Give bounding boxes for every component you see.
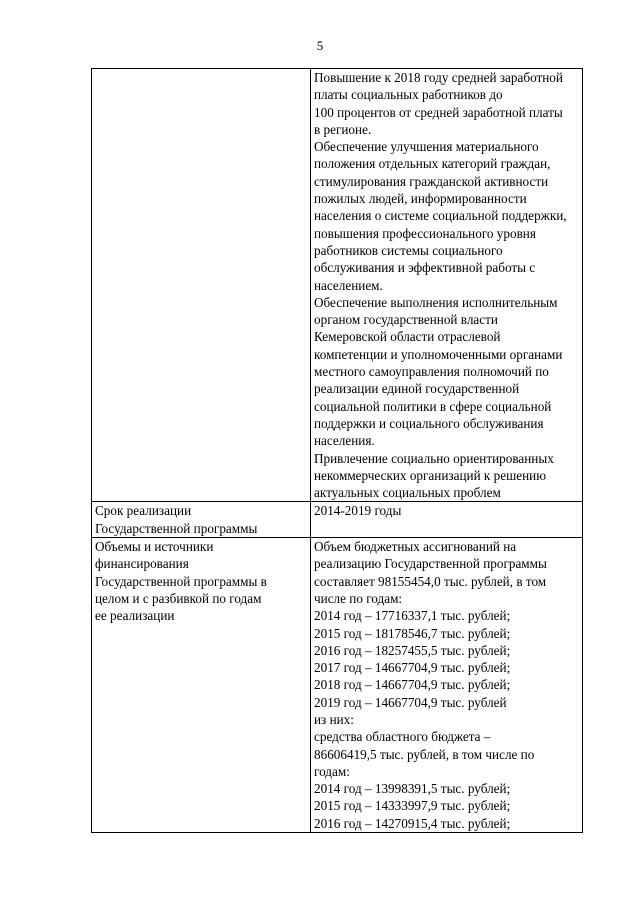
label-line: ее реализации bbox=[95, 608, 175, 624]
value-line: из них: bbox=[314, 711, 354, 727]
table-row bbox=[92, 538, 583, 833]
value-line: некоммерческих организаций к решению bbox=[314, 467, 547, 483]
value-line: 2018 год – 14667704,9 тыс. рублей; bbox=[314, 677, 511, 693]
value-line: реализации единой государственной bbox=[314, 381, 520, 397]
value-line: платы социальных работников до bbox=[314, 87, 503, 103]
value-line: 2014-2019 годы bbox=[314, 503, 402, 519]
value-line: 2016 год – 18257455,5 тыс. рублей; bbox=[314, 642, 511, 658]
program-passport-table bbox=[91, 68, 583, 833]
value-line: 100 процентов от средней заработной платы bbox=[314, 104, 563, 120]
page-number: 5 bbox=[316, 38, 324, 53]
value-line: органом государственной власти bbox=[314, 312, 498, 328]
row-value-cell bbox=[311, 502, 583, 538]
row-label-cell bbox=[92, 69, 311, 502]
value-line: Повышение к 2018 году средней заработной bbox=[314, 70, 563, 85]
value-line: повышения профессионального уровня bbox=[314, 225, 536, 241]
value-line: Обеспечение улучшения материального bbox=[314, 139, 539, 155]
value-line: 2019 год – 14667704,9 тыс. рублей bbox=[314, 694, 507, 710]
value-line: поддержки и социального обслуживания bbox=[314, 415, 544, 431]
value-line: населения. bbox=[314, 433, 375, 449]
value-line: Кемеровской области отраслевой bbox=[314, 329, 501, 345]
value-line: компетенции и уполномоченными органами bbox=[314, 346, 563, 362]
value-line: положения отдельных категорий граждан, bbox=[314, 156, 551, 172]
value-line: числе по годам: bbox=[314, 590, 403, 606]
value-line: населения о системе социальной поддержки, bbox=[314, 208, 567, 224]
value-line: стимулирования гражданской активности bbox=[314, 173, 549, 189]
value-line: 2014 год – 17716337,1 тыс. рублей; bbox=[314, 608, 511, 624]
value-line: 2015 год – 18178546,7 тыс. рублей; bbox=[314, 625, 511, 641]
value-line: обслуживания и эффективной работы с bbox=[314, 260, 536, 276]
value-line: 2014 год – 13998391,5 тыс. рублей; bbox=[314, 781, 511, 797]
label-line: финансирования bbox=[95, 556, 189, 572]
label-line: целом и с разбивкой по годам bbox=[95, 590, 262, 606]
label-line: Объемы и источники bbox=[95, 539, 214, 555]
value-line: социальной политики в сфере социальной bbox=[314, 398, 552, 414]
label-line: Государственной программы bbox=[95, 520, 258, 536]
value-line: реализацию Государственной программы bbox=[314, 556, 547, 572]
row-value-cell bbox=[311, 538, 583, 833]
value-line: работников системы социального bbox=[314, 242, 503, 258]
value-line: Привлечение социально ориентированных bbox=[314, 450, 554, 466]
value-line: 2017 год – 14667704,9 тыс. рублей; bbox=[314, 660, 511, 676]
value-line: 2016 год – 14270915,4 тыс. рублей; bbox=[314, 815, 511, 831]
row-label-cell bbox=[92, 502, 311, 538]
value-line: годам: bbox=[314, 763, 350, 779]
label-line: Государственной программы в bbox=[95, 573, 267, 589]
label-line: Срок реализации bbox=[95, 503, 192, 519]
value-line: средства областного бюджета – bbox=[314, 729, 491, 745]
value-line: Объем бюджетных ассигнований на bbox=[314, 539, 517, 555]
value-line: 2015 год – 14333997,9 тыс. рублей; bbox=[314, 798, 511, 814]
table-row bbox=[92, 69, 583, 502]
table-row bbox=[92, 502, 583, 538]
value-line: местного самоуправления полномочий по bbox=[314, 364, 549, 380]
row-label-cell bbox=[92, 538, 311, 833]
value-line: Обеспечение выполнения исполнительным bbox=[314, 294, 558, 310]
value-line: в регионе. bbox=[314, 121, 372, 137]
value-line: 86606419,5 тыс. рублей, в том числе по bbox=[314, 746, 535, 762]
value-line: населением. bbox=[314, 277, 383, 293]
row-value-cell bbox=[311, 69, 583, 502]
value-line: пожилых людей, информированности bbox=[314, 191, 527, 207]
value-line: актуальных социальных проблем bbox=[314, 485, 501, 501]
value-line: составляет 98155454,0 тыс. рублей, в том bbox=[314, 573, 547, 589]
table-body bbox=[92, 69, 583, 833]
